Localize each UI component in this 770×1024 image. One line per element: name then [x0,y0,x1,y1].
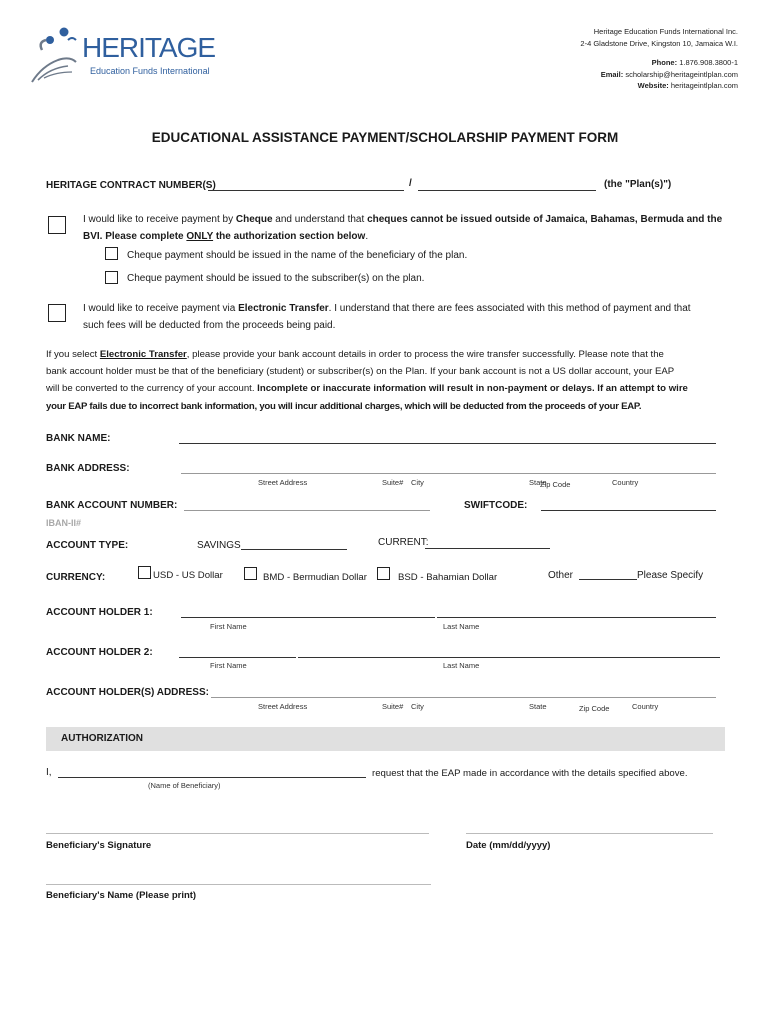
bmd-checkbox[interactable] [244,567,257,580]
notice-line-1 [46,346,736,363]
cheque-text-only: ONLY [186,231,214,242]
usd-label: USD - US Dollar [153,570,223,581]
cheque-text-a: I would like to receive payment by [83,214,236,225]
cheque-text-e: BVI. Please complete [83,231,187,242]
eft-text-a: I would like to receive payment via [83,303,239,314]
company-website-row [580,80,738,92]
other-currency-field[interactable] [579,579,637,580]
swift-code-label: SWIFTCODE: [464,500,528,511]
bsd-checkbox[interactable] [377,567,390,580]
other-currency-label: Other [548,570,574,581]
cheque-option-checkbox[interactable] [48,216,66,234]
cheque-beneficiary-checkbox[interactable] [105,247,118,260]
cheque-text-d: cheques cannot be issued outside of Jamaica, Bahamas, Bermuda and the [367,214,723,225]
signature-date-field[interactable] [466,833,713,834]
logo-swoosh-icon [28,22,88,86]
eft-notice-paragraph [46,346,736,415]
bank-addr-city-hint: City [411,478,424,487]
currency-label: CURRENCY: [46,572,106,583]
website-value: heritageintlplan.com [670,81,738,90]
contract-slash: / [409,178,412,189]
bank-name-field[interactable] [179,443,716,444]
phone-label: Phone: [651,58,678,67]
bank-addr-street-hint: Street Address [258,478,308,487]
eft-text-d: such fees will be deducted from the proceeds being paid. [83,320,336,331]
savings-label: SAVINGS [197,540,241,551]
holder-address-field[interactable] [211,697,716,698]
iban-label: IBAN-II# [46,518,82,528]
cheque-subscriber-checkbox[interactable] [105,271,118,284]
holder-2-first-name-field[interactable] [179,657,296,658]
bmd-label: BMD - Bermudian Dollar [263,572,367,583]
authorization-header-bar [46,727,725,751]
holder-1-first-name-field[interactable] [181,617,435,618]
notice-p1: If you select [46,349,100,360]
current-label: CURRENT: [378,537,429,548]
cheque-text-h: . [365,231,369,242]
cheque-subscriber-text: Cheque payment should be issued to the subscriber(s) on the plan. [127,273,425,284]
notice-eft-link: Electronic Transfer [99,349,187,360]
cheque-text-g: the authorization section below [213,231,366,242]
authorization-i-label: I, [46,767,52,778]
contract-number-field-1[interactable] [208,190,404,191]
holder-addr-city-hint: City [411,702,424,711]
holder-2-last-name-hint: Last Name [443,661,480,670]
notice-l3b: Incomplete or inaccurate information will result in non-payment or delays. If an attempt to wire [257,383,688,395]
cheque-text-b: Cheque [235,214,273,225]
bank-addr-suite-hint: Suite# [382,478,404,487]
notice-p3: , please provide your bank account details in order to process the wire transfer successfully. Please note that the [186,349,664,360]
email-value: scholarship@heritageintlplan.com [625,69,738,79]
cheque-option-text [83,211,733,245]
bank-name-label: BANK NAME: [46,433,111,444]
beneficiary-name-hint: (Name of Beneficiary) [148,781,221,790]
company-address: 2-4 Gladstone Drive, Kingston 10, Jamaica W.I. [580,38,738,48]
company-logo [28,22,228,86]
notice-line-3 [46,380,736,397]
notice-line-2: bank account holder must be that of the beneficiary (student) or subscriber(s) on the Plan. If your bank account is not a US dollar account, your EAP [46,366,675,378]
authorization-request-text: request that the EAP made in accordance with the details specified above. [372,768,688,779]
beneficiary-signature-field[interactable] [46,833,429,834]
holder-addr-street-hint: Street Address [258,702,308,711]
bank-address-field[interactable] [181,473,716,474]
company-contact-block [580,26,738,92]
swift-code-field[interactable] [541,510,716,511]
holder-1-first-name-hint: First Name [210,622,247,631]
holder-addr-suite-hint: Suite# [382,702,404,711]
contract-plan-suffix: (the "Plan(s)") [604,179,672,190]
notice-l3a: will be converted to the currency of your account. [46,383,258,395]
holder-addr-zip-hint: Zip Code [579,704,610,713]
holder-1-last-name-hint: Last Name [443,622,480,631]
eft-option-text [83,300,733,334]
account-holder-1-label: ACCOUNT HOLDER 1: [46,607,153,618]
beneficiary-print-name-field[interactable] [46,884,431,885]
account-holder-2-label: ACCOUNT HOLDER 2: [46,647,153,658]
cheque-text-c: and understand that [272,214,368,225]
holder-addr-country-hint: Country [632,702,659,711]
website-label: Website: [637,81,669,90]
current-field[interactable] [425,548,550,549]
holder-2-last-name-field[interactable] [298,657,720,658]
bank-addr-country-hint: Country [612,478,639,487]
notice-line-4 [46,398,736,415]
savings-field[interactable] [241,549,347,550]
holder-1-last-name-field[interactable] [437,617,716,618]
cheque-beneficiary-text: Cheque payment should be issued in the name of the beneficiary of the plan. [127,250,468,261]
email-label: Email: [600,69,624,79]
beneficiary-signature-label: Beneficiary's Signature [46,840,152,851]
company-email-row [580,69,738,81]
eft-text-b: Electronic Transfer [238,303,329,314]
bank-addr-state-hint: State [529,478,547,487]
logo-wordmark: HERITAGE [82,32,216,63]
company-phone-row [580,57,738,69]
bank-address-label: BANK ADDRESS: [46,463,130,474]
please-specify-label: Please Specify [637,570,704,581]
contract-number-field-2[interactable] [418,190,596,191]
phone-value: 1.876.908.3800-1 [679,58,738,67]
beneficiary-print-name-label: Beneficiary's Name (Please print) [46,890,197,901]
account-holder-address-label: ACCOUNT HOLDER(S) ADDRESS: [46,687,209,698]
authorization-header: AUTHORIZATION [61,733,144,744]
account-type-label: ACCOUNT TYPE: [46,540,129,551]
beneficiary-name-field[interactable] [58,777,366,778]
form-title: EDUCATIONAL ASSISTANCE PAYMENT/SCHOLARSHIP PAYMENT FORM [151,130,619,145]
eft-text-c: . I understand that there are fees associated with this method of payment and that [328,303,691,314]
usd-checkbox[interactable] [138,566,151,579]
holder-2-first-name-hint: First Name [210,661,247,670]
logo-subtitle: Education Funds International [90,66,210,76]
bank-account-number-label: BANK ACCOUNT NUMBER: [46,500,178,511]
signature-date-label: Date (mm/dd/yyyy) [466,840,551,851]
bank-account-number-field[interactable] [184,510,430,511]
bsd-label: BSD - Bahamian Dollar [398,572,498,583]
notice-l4: your EAP fails due to incorrect bank information, you will incur additional charges, which will be deducted from the proceeds of your EAP. [46,400,642,412]
contract-number-label: HERITAGE CONTRACT NUMBER(S) [46,180,216,191]
holder-addr-state-hint: State [529,702,547,711]
company-name: Heritage Education Funds International Inc. [593,27,738,36]
bank-addr-zip-hint: Zip Code [540,480,571,489]
eft-option-checkbox[interactable] [48,304,66,322]
